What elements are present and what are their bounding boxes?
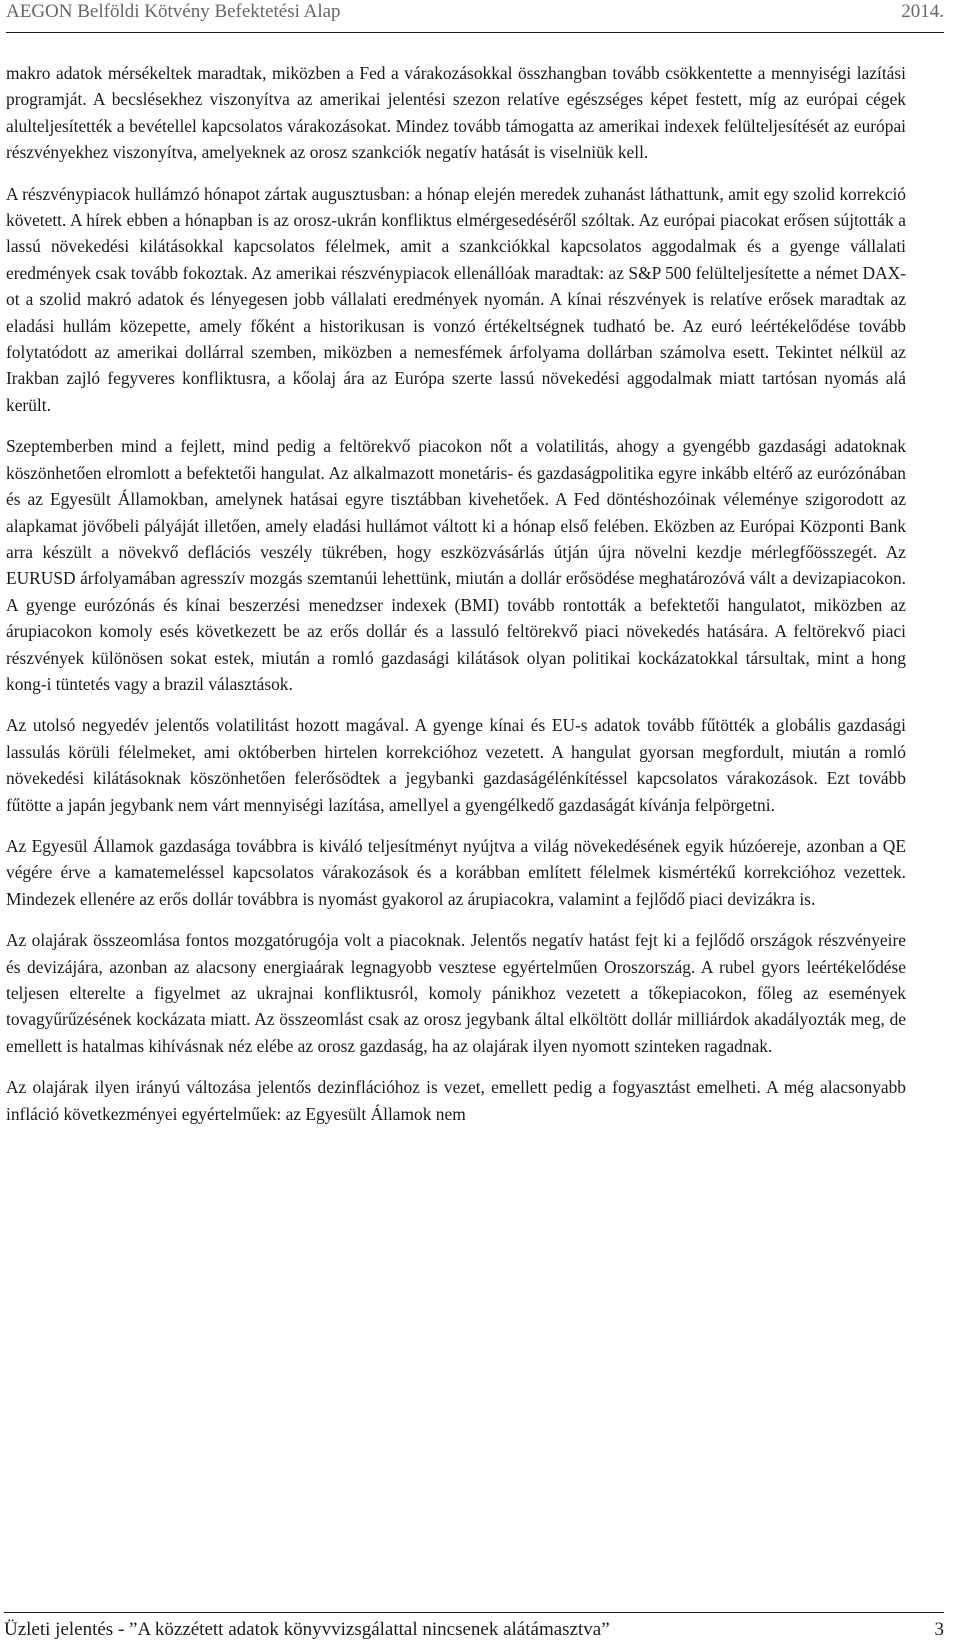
paragraph: Az olajárak összeomlása fontos mozgatórugója volt a piacoknak. Jelentős negatív hatást fejt ki a fejlődő országok részvényeire és devizájára, azonban az alacsony energiaárak legnagyobb vesztese egyértelműen Oroszország. A rubel gyors leértékelődése teljesen elterelte a figyelmet az ukrajnai konfliktusról, komoly pánikhoz vezetett a tőkepiacokon, főleg az események tovagyűrűzésének kockázata miatt. Az összeomlást csak az orosz jegybank által elköltött dollár milliárdok akadályozták meg, de emellett is hatalmas kihívásnak néz elébe az orosz gazdaság, ha az olajárak ilyen nyomott szinteken ragadnak. bbox=[6, 930, 906, 1056]
paragraph: Az utolsó negyedév jelentős volatilitást hozott magával. A gyenge kínai és EU-s adatok tovább fűtötték a globális gazdasági lassulás körüli félelmeket, ami októberben hirtelen korrekcióhoz vezetett. A hangulat gyorsan megfordult, miután a romló növekedési kilátásoknak köszönhetően felerősödtek a jegybanki gazdaságélénkítéssel kapcsolatos várakozások. Ezt tovább fűtötte a japán jegybank nem várt mennyiségi lazítása, amellyel a gyengélkedő gazdaságát kívánja felpörgetni. bbox=[6, 715, 906, 815]
page-number: 3 bbox=[934, 1619, 944, 1640]
page-footer bbox=[4, 1612, 944, 1643]
header-title: AEGON Belföldi Kötvény Befektetési Alap bbox=[6, 1, 341, 22]
page-header bbox=[6, 0, 944, 33]
paragraph: A részvénypiacok hullámzó hónapot zártak augusztusban: a hónap elején meredek zuhanást láthattunk, amit egy szolid korrekció követett. A hírek ebben a hónapban is az orosz-ukrán konfliktus elmérgesedéséről szóltak. Az európai piacokat erősen sújtották a lassú növekedési kilátásokkal kapcsolatos félelmek, amit a szankciókkal kapcsolatos aggodalmak és a gyenge vállalati eredmények csak tovább fokoztak. Az amerikai részvénypiacok ellenállóak maradtak: az S&P 500 felülteljesítette a német DAX-ot a szolid makró adatok és lényegesen jobb vállalati eredmények nyomán. A kínai részvények is relatíve erősek maradtak az eladási hullám közepette, amely főként a historikusan is vonzó értékeltségnek tudható be. Az euró leértékelődése tovább folytatódott az amerikai dollárral szemben, miközben a nemesfémek árfolyama dollárban számolva esett. Tekintet nélkül az Irakban zajló fegyveres konfliktusra, a kőolaj ára az Európa szerte lassú növekedési aggodalmak miatt tartósan nyomás alá került. bbox=[6, 183, 906, 415]
paragraph: Az olajárak ilyen irányú változása jelentős dezinflációhoz is vezet, emellett pedig a fogyasztást emelheti. A még alacsonyabb infláció következményei egyértelműek: az Egyesült Államok nem bbox=[6, 1077, 906, 1124]
header-year: 2014. bbox=[901, 1, 944, 22]
footer-text: Üzleti jelentés - ”A közzétett adatok könyvvizsgálattal nincsenek alátámasztva” bbox=[4, 1619, 610, 1640]
paragraph: Szeptemberben mind a fejlett, mind pedig a feltörekvő piacokon nőt a volatilitás, ahogy a gyengébb gazdasági adatoknak köszönhetően elromlott a befektetői hangulat. Az alkalmazott monetáris- és gazdaságpolitika egyre inkább eltérő az eurózónában és az Egyesült Államokban, amelynek hatásai egyre tisztábban kivehetőek. A Fed döntéshozóinak véleménye szigorodott az alapkamat jövőbeli pályáját illetően, amely eladási hullámot váltott ki a hónap első felében. Eközben az Európai Központi Bank arra készült a növekvő deflációs veszély tükrében, hogy eszközvásárlás útján újra növelni kezdje mérlegfőösszegét. Az EURUSD árfolyamában agresszív mozgás szemtanúi lehettünk, miután a dollár erősödése meghatározóvá vált a devizapiacokon. A gyenge eurózónás és kínai beszerzési menedzser indexek (BMI) tovább rontották a befektetői hangulatot, miközben az árupiacokon komoly esés következett be az erős dollár és a lassuló feltörekvő piaci növekedés hatására. A feltörekvő piaci részvények különösen sokat estek, miután a romló gazdasági kilátások olyan politikai kockázatokkal társultak, mint a hong kong-i tüntetés vagy a brazil választások. bbox=[6, 436, 906, 694]
body-text bbox=[6, 60, 906, 1142]
paragraph: Az Egyesül Államok gazdasága továbbra is kiváló teljesítményt nyújtva a világ növekedésének egyik húzóereje, azonban a QE végére érve a kamatemeléssel kapcsolatos várakozások és a korábban említett félelmek kismértékű korrekcióhoz vezettek. Mindezek ellenére az erős dollár továbbra is nyomást gyakorol az árupiacokra, valamint a fejlődő piaci devizákra is. bbox=[6, 835, 906, 909]
paragraph: makro adatok mérsékeltek maradtak, miközben a Fed a várakozásokkal összhangban tovább csökkentette a mennyiségi lazítási programját. A becslésekhez viszonyítva az amerikai jelentési szezon relatíve egészséges képet festett, míg az európai cégek alulteljesítették a bevétellel kapcsolatos várakozásokat. Mindez tovább támogatta az amerikai indexek felülteljesítését az európai részvényekhez viszonyítva, amelyeknek az orosz szankciók negatív hatását is viselniük kell. bbox=[6, 63, 906, 163]
